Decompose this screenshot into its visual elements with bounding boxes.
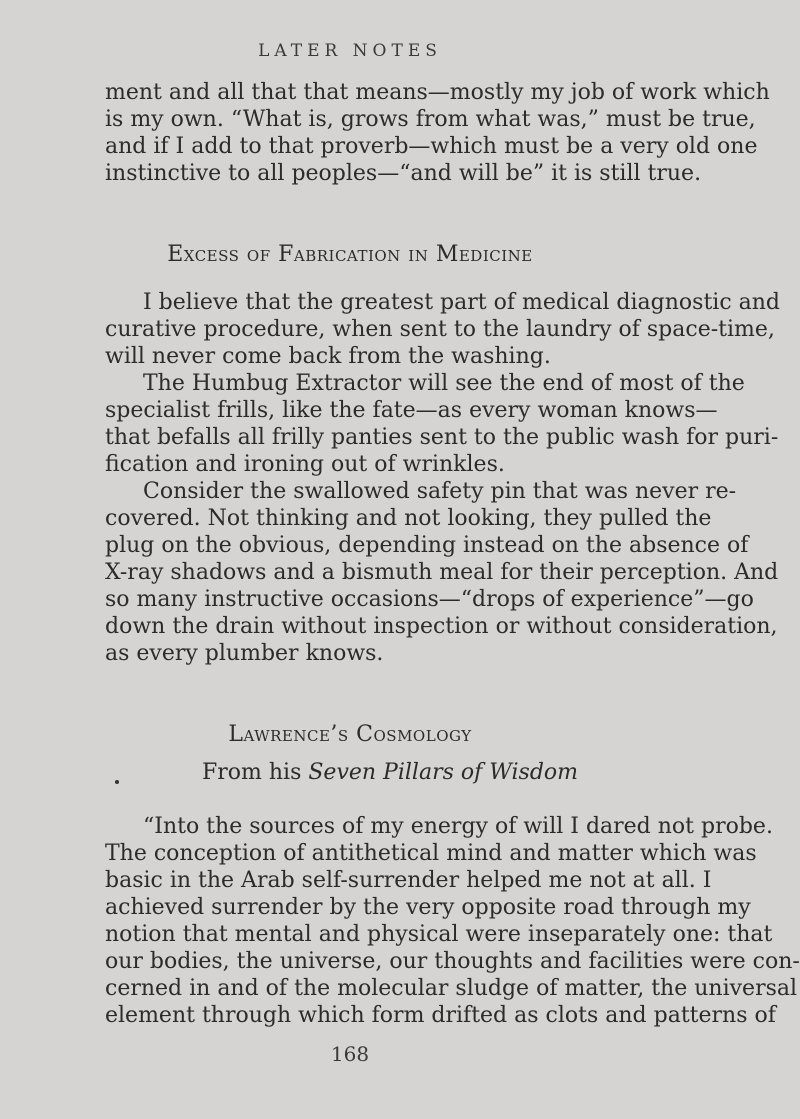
section-heading-medicine: Excess of Fabrication in Medicine: [167, 242, 533, 267]
section-body-medicine: [105, 289, 781, 667]
attribution-title: Seven Pillars of Wisdom: [308, 760, 579, 785]
text-line: that befalls all frilly panties sent to the public wash for puri-: [105, 425, 779, 450]
text-line: achieved surrender by the very opposite road through my: [105, 895, 751, 920]
text-line: curative procedure, when sent to the laundry of space-time,: [105, 317, 775, 342]
ink-speck: [115, 780, 119, 784]
text-line: specialist frills, like the fate—as every woman knows—: [105, 398, 718, 423]
text-line: cerned in and of the molecular sludge of matter, the universal: [105, 976, 798, 1001]
text-line: I believe that the greatest part of medical diagnostic and: [143, 290, 781, 315]
text-line: plug on the obvious, depending instead on the absence of: [105, 533, 749, 558]
text-line: The conception of antithetical mind and matter which was: [105, 841, 757, 866]
text-line: so many instructive occasions—“drops of experience”—go: [105, 587, 754, 612]
text-line: instinctive to all peoples—“and will be” it is still true.: [105, 161, 702, 186]
text-line: covered. Not thinking and not looking, they pulled the: [105, 506, 712, 531]
attribution-prefix: From his: [201, 760, 309, 785]
text-line: down the drain without inspection or without consideration,: [105, 614, 778, 639]
text-line: is my own. “What is, grows from what was,” must be true,: [105, 107, 756, 132]
running-head: LATER NOTES: [258, 41, 442, 61]
text-line: The Humbug Extractor will see the end of most of the: [143, 371, 745, 396]
intro-paragraph: [105, 79, 770, 187]
text-line: element through which form drifted as clots and patterns of: [105, 1003, 776, 1028]
text-line: basic in the Arab self-surrender helped me not at all. I: [105, 868, 712, 893]
section-heading-cosmology: Lawrence’s Cosmology: [228, 722, 472, 747]
text-line: notion that mental and physical were inseparately one: that: [105, 922, 773, 947]
text-line: our bodies, the universe, our thoughts and facilities were con-: [105, 949, 800, 974]
text-line: X-ray shadows and a bismuth meal for their perception. And: [105, 560, 779, 585]
text-line: ment and all that that means—mostly my job of work which: [105, 80, 770, 105]
text-line: and if I add to that proverb—which must be a very old one: [105, 134, 758, 159]
text-line: fication and ironing out of wrinkles.: [105, 452, 505, 477]
page-number: 168: [330, 1042, 370, 1066]
section-body-cosmology: [105, 813, 800, 1029]
text-line: “Into the sources of my energy of will I dared not probe.: [143, 814, 773, 839]
text-line: as every plumber knows.: [105, 641, 384, 666]
text-line: will never come back from the washing.: [105, 344, 551, 369]
text-line: Consider the swallowed safety pin that was never re-: [143, 479, 737, 504]
